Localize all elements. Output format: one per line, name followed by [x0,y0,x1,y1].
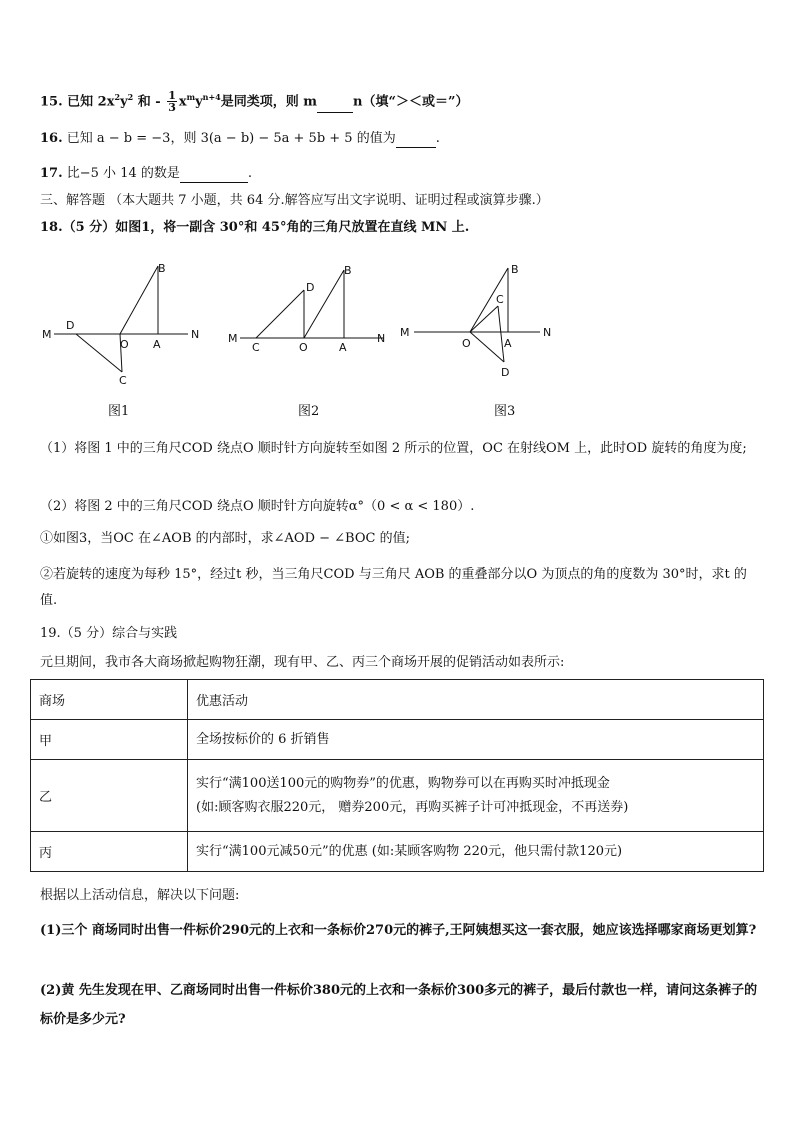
table-row [31,832,764,872]
table-header-cell: 商场 [31,680,188,720]
svg-text:C: C [119,374,127,387]
svg-text:D: D [501,366,510,379]
svg-text:A: A [504,337,512,350]
figure-3 [400,258,570,402]
table-cell-promo: 实行“满100元减50元”的优惠 (如:某顾客购物 220元，他只需付款120元) [188,832,764,872]
svg-text:A: A [339,341,347,354]
figure-3-diagram [400,258,570,398]
question-16: 16. 已知 a − b = −3，则 3(a − b) − 5a + 5b + 5 的值为 . [40,131,440,146]
question-19-sub-2: (2)黄 先生发现在甲、乙商场同时出售一件标价380元的上衣和一条标价300多元的裤子，最后付款也一样，请问这条裤子的标价是多少元? [40,983,758,1027]
answer-blank [317,112,353,113]
answer-blank [396,147,436,148]
fraction-one-third: $\frac{1}{3}$ [168,89,176,115]
question-19-heading: 19.（5 分）综合与实践 [40,626,178,641]
answer-blank [180,182,248,183]
promotion-table [30,679,764,872]
svg-text:N: N [191,328,200,341]
table-header-cell: 优惠活动 [188,680,764,720]
svg-text:O: O [299,341,308,354]
svg-text:B: B [158,262,166,275]
question-19-intro: 元旦期间，我市各大商场掀起购物狂潮，现有甲、乙、丙三个商场开展的促销活动如表所示: [40,655,565,670]
figure-2 [226,258,396,402]
table-cell-store: 甲 [31,720,188,760]
svg-text:N: N [377,332,386,345]
question-17: 17. 比−5 小 14 的数是 . [40,166,253,181]
question-18-part-1: （1）将图 1 中的三角尺COD 绕点O 顺时针方向旋转至如图 2 所示的位置，OC 在射线OM 上，此时OD 旋转的角度为度; [40,441,747,456]
question-19-instructions: 根据以上活动信息，解决以下问题: [40,888,240,903]
figure-2-caption: 图2 [298,404,320,419]
table-row [31,720,764,760]
svg-text:B: B [344,264,352,277]
svg-text:M: M [228,332,238,345]
svg-text:C: C [252,341,260,354]
figure-2-diagram [226,258,396,398]
svg-text:D: D [66,319,75,332]
question-19-sub-1: (1)三个 商场同时出售一件标价290元的上衣和一条标价270元的裤子,王阿姨想买这一套衣服，她应该选择哪家商场更划算? [40,923,757,938]
table-cell-store: 丙 [31,832,188,872]
svg-text:N: N [543,326,552,339]
svg-text:A: A [153,338,161,351]
question-18-part-2: （2）将图 2 中的三角尺COD 绕点O 顺时针方向旋转α°（0 < α < 180）. [40,499,475,514]
figure-3-caption: 图3 [494,404,516,419]
svg-text:O: O [120,338,129,351]
figure-1-diagram [40,258,210,398]
table-header-row [31,680,764,720]
svg-text:O: O [462,337,471,350]
section-heading: 三、解答题 （本大题共 7 小题，共 64 分.解答应写出文字说明、证明过程或演算步骤.） [40,193,549,208]
question-18-part-2-2: ②若旋转的速度为每秒 15°，经过t 秒，当三角尺COD 与三角尺 AOB 的重叠部分以O 为顶点的角的度数为 30°时，求t 的值. [40,567,747,608]
figure-1 [40,258,210,402]
question-18-heading: 18.（5 分）如图1，将一副含 30°和 45°角的三角尺放置在直线 MN 上. [40,220,470,235]
svg-text:C: C [496,293,504,306]
table-row [31,760,764,832]
svg-text:M: M [400,326,410,339]
question-15: 15. 已知 $2x^2y^2$ 和 - $\frac{1}{3}$ $x^my^{n+4}$是同类项，则 m n（填“＞＜或＝”） [40,89,469,115]
table-cell-promo: 全场按标价的 6 折销售 [188,720,764,760]
svg-text:B: B [511,263,519,276]
question-18-part-2-1: ①如图3，当OC 在∠AOB 的内部时，求∠AOD − ∠BOC 的值; [40,531,410,546]
svg-text:D: D [306,281,315,294]
table-cell-promo: 实行“满100送100元的购物券”的优惠，购物券可以在再购买时冲抵现金 (如:顾客购衣服220元， 赠券200元，再购买裤子计可冲抵现金，不再送券) [188,760,764,832]
table-cell-store: 乙 [31,760,188,832]
figure-1-caption: 图1 [108,404,130,419]
svg-text:M: M [42,328,52,341]
